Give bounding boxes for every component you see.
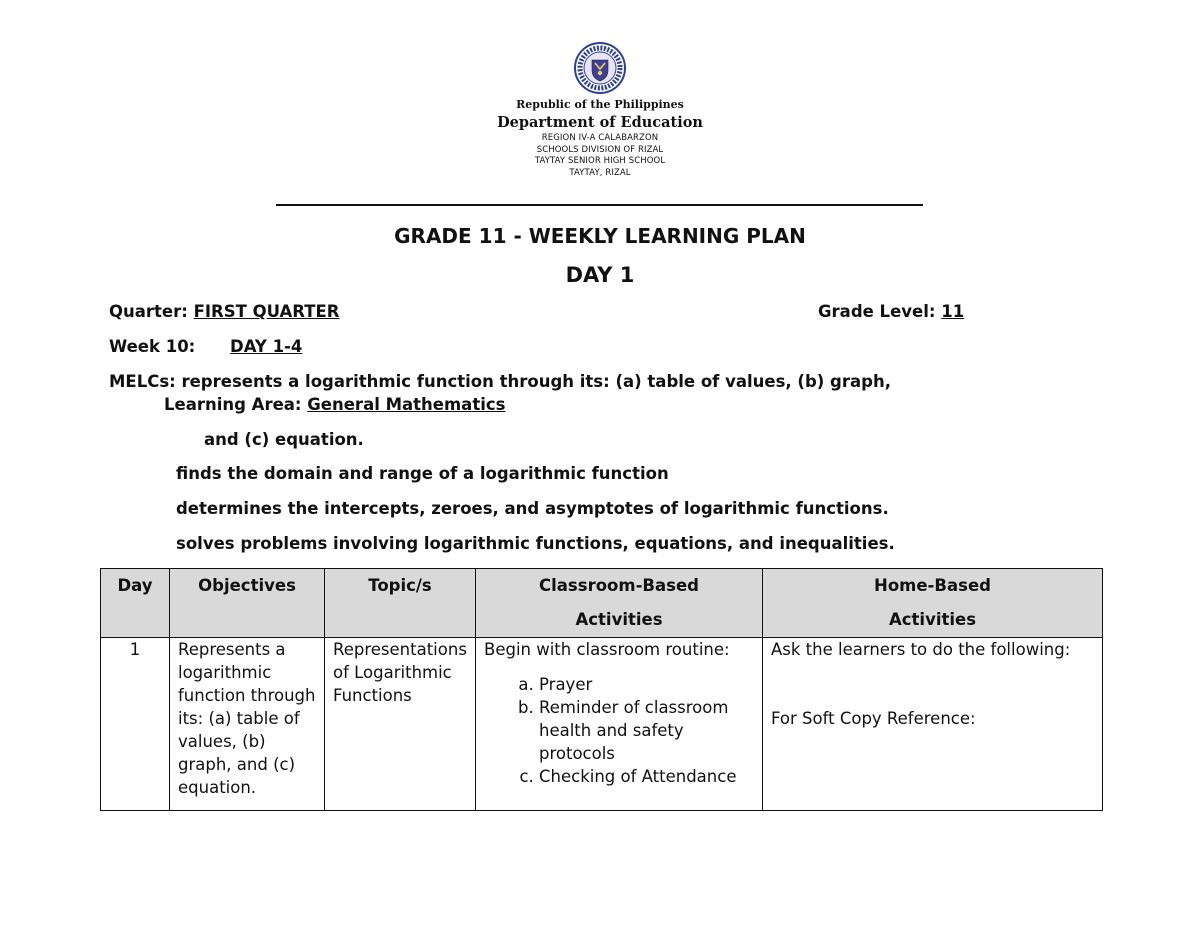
cell-objectives: Represents a logarithmic function through its: (a) table of values, (b) graph, and (c) equation. bbox=[170, 638, 325, 811]
deped-seal-icon bbox=[574, 42, 626, 94]
week-value: DAY 1-4 bbox=[230, 337, 303, 356]
melc-item-1: represents a logarithmic function through its: (a) table of values, (b) graph, bbox=[181, 372, 891, 391]
melc-item-1-continued: and (c) equation. bbox=[204, 430, 364, 449]
cell-topics: Representations of Logarithmic Functions bbox=[325, 638, 476, 811]
quarter-label: Quarter: bbox=[109, 302, 188, 321]
melcs-label: MELCs: bbox=[109, 372, 176, 391]
page-title: GRADE 11 - WEEKLY LEARNING PLAN bbox=[394, 224, 806, 248]
melcs-row-1 bbox=[109, 372, 891, 391]
header-classroom-activities: Classroom-Based Activities bbox=[476, 569, 763, 638]
home-intro: Ask the learners to do the following: bbox=[771, 640, 1071, 659]
table-row bbox=[101, 638, 1103, 811]
routine-list bbox=[484, 673, 754, 788]
department-line: Department of Education bbox=[497, 114, 703, 131]
cell-day: 1 bbox=[101, 638, 170, 811]
location-line: TAYTAY, RIZAL bbox=[569, 168, 631, 178]
melc-item-4: solves problems involving logarithmic functions, equations, and inequalities. bbox=[176, 534, 895, 553]
header-divider bbox=[276, 204, 923, 206]
region-line: REGION IV-A CALABARZON bbox=[541, 133, 659, 143]
melc-item-2: finds the domain and range of a logarithmic function bbox=[176, 464, 669, 483]
home-soft-copy-ref: For Soft Copy Reference: bbox=[771, 709, 976, 728]
grade-level-label: Grade Level: bbox=[818, 302, 936, 321]
list-item: c. Checking of Attendance bbox=[539, 765, 754, 788]
cell-classroom-activities bbox=[476, 638, 763, 811]
table-header-row bbox=[101, 569, 1103, 638]
week-label: Week 10: bbox=[109, 337, 196, 356]
grade-level-row bbox=[818, 302, 964, 321]
quarter-row bbox=[109, 302, 340, 321]
melc-item-3: determines the intercepts, zeroes, and asymptotes of logarithmic functions. bbox=[176, 499, 889, 518]
learning-area-label: Learning Area: bbox=[164, 395, 302, 414]
header-objectives: Objectives bbox=[170, 569, 325, 638]
header-topics: Topic/s bbox=[325, 569, 476, 638]
learning-area-value: General Mathematics bbox=[307, 395, 506, 414]
republic-line: Republic of the Philippines bbox=[516, 98, 684, 111]
grade-level-value: 11 bbox=[941, 302, 965, 321]
learning-area-row bbox=[164, 395, 505, 414]
cell-home-activities bbox=[763, 638, 1103, 811]
school-line: TAYTAY SENIOR HIGH SCHOOL bbox=[534, 156, 666, 166]
division-line: SCHOOLS DIVISION OF RIZAL bbox=[536, 145, 664, 155]
header-day: Day bbox=[101, 569, 170, 638]
list-item: a. Prayer bbox=[539, 673, 754, 696]
weekly-plan-table bbox=[100, 568, 1103, 811]
list-item: b. Reminder of classroom health and safety protocols bbox=[539, 696, 754, 765]
classroom-intro: Begin with classroom routine: bbox=[484, 640, 730, 659]
quarter-value: FIRST QUARTER bbox=[193, 302, 340, 321]
page-subtitle: DAY 1 bbox=[565, 263, 635, 287]
header-home-activities: Home-Based Activities bbox=[763, 569, 1103, 638]
